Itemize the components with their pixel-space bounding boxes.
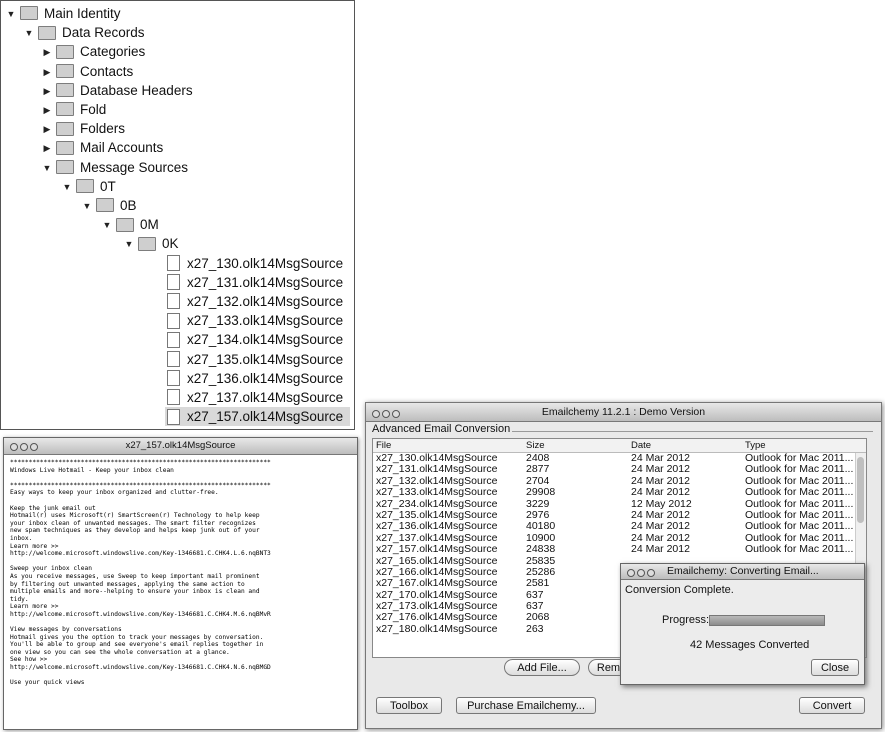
column-header-file[interactable]: File xyxy=(376,440,392,451)
remove-button[interactable]: Rem xyxy=(588,659,628,676)
cell-file: x27_173.olk14MsgSource xyxy=(376,600,498,613)
cell-size: 2408 xyxy=(526,452,550,464)
tree-file-item[interactable] xyxy=(165,369,343,388)
text-line: Windows Live Hotmail - Keep your inbox clean xyxy=(10,466,174,474)
toolbox-button[interactable]: Toolbox xyxy=(376,697,442,714)
tree-item-label: Categories xyxy=(80,44,146,60)
cell-size: 2068 xyxy=(526,611,550,624)
cell-size: 637 xyxy=(526,600,544,613)
tree-folder-item[interactable] xyxy=(5,4,121,23)
text-line: You'll be able to group and see everyone's email replies together in xyxy=(10,641,264,649)
add-file-button[interactable]: Add File... xyxy=(504,659,580,676)
tree-folder-item[interactable] xyxy=(81,196,137,215)
folder-icon xyxy=(56,122,74,136)
text-line: As you receive messages, use Sweep to keep important mail prominent xyxy=(10,572,260,580)
tree-file-item[interactable] xyxy=(165,311,343,330)
tree-folder-item[interactable] xyxy=(123,234,179,253)
cell-size: 637 xyxy=(526,588,544,601)
text-line: http://welcome.microsoft.windowslive.com/Key-1346681.C.CHK4.M.6.nqBMvR xyxy=(10,610,271,618)
zoom-window-button[interactable] xyxy=(392,410,400,418)
message-source-window xyxy=(3,437,358,730)
message-source-text[interactable] xyxy=(4,455,357,731)
tree-folder-item[interactable] xyxy=(41,138,163,157)
group-label: Advanced Email Conversion xyxy=(372,423,511,435)
text-line: http://welcome.microsoft.windowslive.com/Key-1346681.C.CHK4.N.6.nqBMGD xyxy=(10,664,271,672)
file-tree xyxy=(0,0,355,430)
tree-item-label: x27_132.olk14MsgSource xyxy=(187,294,344,309)
cell-size: 29908 xyxy=(526,486,556,499)
tree-item-label: Database Headers xyxy=(80,82,193,98)
disclosure-open-icon[interactable]: ▼ xyxy=(62,181,72,192)
conversion-status: Conversion Complete. xyxy=(625,584,734,596)
cell-size: 25835 xyxy=(526,554,556,567)
cell-date: 12 May 2012 xyxy=(631,497,692,510)
folder-icon xyxy=(138,237,156,251)
cell-size: 2581 xyxy=(526,577,550,590)
document-icon xyxy=(167,351,180,367)
cell-size: 263 xyxy=(526,622,544,635)
tree-item-label: 0M xyxy=(140,217,159,233)
folder-icon xyxy=(116,218,134,232)
close-window-button[interactable] xyxy=(627,569,635,577)
tree-file-item[interactable] xyxy=(165,330,343,349)
converting-dialog xyxy=(620,563,865,685)
text-line: Learn more >> xyxy=(10,542,59,550)
cell-date: 24 Mar 2012 xyxy=(631,486,690,499)
messages-converted-count: 42 Messages Converted xyxy=(690,639,810,651)
cell-file: x27_132.olk14MsgSource xyxy=(376,474,498,487)
disclosure-closed-icon[interactable]: ▶ xyxy=(43,124,51,135)
text-line: Use your quick views xyxy=(10,679,85,687)
progress-fill xyxy=(710,616,824,625)
cell-date: 24 Mar 2012 xyxy=(631,508,690,521)
tree-folder-item[interactable] xyxy=(41,42,145,61)
text-line xyxy=(10,558,351,566)
cell-file: x27_166.olk14MsgSource xyxy=(376,565,498,578)
tree-file-item[interactable] xyxy=(165,350,343,369)
cell-type: Outlook for Mac 2011... xyxy=(745,497,854,510)
disclosure-closed-icon[interactable]: ▶ xyxy=(43,47,51,58)
text-line: tidy. xyxy=(10,595,29,603)
folder-icon xyxy=(56,45,74,59)
minimize-window-button[interactable] xyxy=(20,443,28,451)
cell-file: x27_131.olk14MsgSource xyxy=(376,463,498,476)
folder-icon xyxy=(56,141,74,155)
cell-file: x27_176.olk14MsgSource xyxy=(376,611,498,624)
document-icon xyxy=(167,313,180,329)
cell-size: 2877 xyxy=(526,463,550,476)
text-line: your inbox clean of unwanted messages. The smart filter recognizes xyxy=(10,519,256,527)
tree-item-label: Fold xyxy=(80,102,107,117)
cell-date: 24 Mar 2012 xyxy=(631,531,690,544)
document-icon xyxy=(167,409,180,425)
tree-item-label: x27_130.olk14MsgSource xyxy=(187,255,344,271)
tree-item-label: x27_133.olk14MsgSource xyxy=(187,313,344,329)
tree-item-label: 0B xyxy=(120,198,137,213)
folder-icon xyxy=(56,83,74,97)
disclosure-closed-icon[interactable]: ▶ xyxy=(43,66,51,77)
zoom-window-button[interactable] xyxy=(30,443,38,451)
tree-folder-item[interactable] xyxy=(41,158,188,177)
table-header xyxy=(373,439,866,453)
tree-file-item[interactable] xyxy=(165,388,343,407)
cell-type: Outlook for Mac 2011... xyxy=(745,452,854,464)
tree-item-label: 0K xyxy=(162,236,179,252)
dialog-title: Emailchemy: Converting Email... xyxy=(667,565,819,577)
disclosure-open-icon[interactable]: ▼ xyxy=(6,8,16,19)
cell-file: x27_157.olk14MsgSource xyxy=(376,543,498,556)
tree-item-label: Mail Accounts xyxy=(80,140,164,156)
disclosure-closed-icon[interactable]: ▶ xyxy=(43,143,51,154)
text-line: one view so you can see the whole conversation at a glance. xyxy=(10,648,230,656)
text-line xyxy=(10,618,351,626)
cell-file: x27_133.olk14MsgSource xyxy=(376,486,498,499)
close-window-button[interactable] xyxy=(372,410,380,418)
cell-file: x27_170.olk14MsgSource xyxy=(376,588,498,601)
text-line xyxy=(10,474,351,482)
folder-icon xyxy=(56,160,74,174)
disclosure-open-icon[interactable]: ▼ xyxy=(24,28,34,39)
text-line: http://welcome.microsoft.windowslive.com/Key-1346681.C.CHK4.L.6.nqBNT3 xyxy=(10,550,271,558)
text-line: multiple emails and more--helping to ensure your inbox is clean and xyxy=(10,588,260,596)
table-row[interactable] xyxy=(373,544,866,555)
text-line: new spam techniques as they develop and helps keep junk out of your xyxy=(10,527,260,535)
column-header-type[interactable]: Type xyxy=(745,440,766,451)
text-line: Easy ways to keep your inbox organized and clutter-free. xyxy=(10,489,219,497)
window-title: Emailchemy 11.2.1 : Demo Version xyxy=(541,406,706,418)
tree-item-label: x27_137.olk14MsgSource xyxy=(187,390,344,405)
text-line: Learn more >> xyxy=(10,603,59,611)
title-bar xyxy=(4,438,357,455)
cell-file: x27_165.olk14MsgSource xyxy=(376,554,498,567)
folder-icon xyxy=(56,64,74,78)
minimize-window-button[interactable] xyxy=(382,410,390,418)
cell-file: x27_130.olk14MsgSource xyxy=(376,452,498,464)
tree-folder-item[interactable] xyxy=(23,23,145,42)
disclosure-open-icon[interactable]: ▼ xyxy=(102,220,112,231)
cell-size: 2976 xyxy=(526,508,550,521)
cell-file: x27_137.olk14MsgSource xyxy=(376,531,498,544)
tree-file-item[interactable] xyxy=(165,407,350,426)
disclosure-closed-icon[interactable]: ▶ xyxy=(43,104,51,115)
text-line: ********************************************************************** xyxy=(10,481,271,489)
disclosure-open-icon[interactable]: ▼ xyxy=(42,162,52,173)
text-line: See how >> xyxy=(10,656,48,664)
title-bar xyxy=(621,564,864,580)
text-line: by filtering out unwanted messages, applying the same action to xyxy=(10,580,245,588)
purchase-button[interactable]: Purchase Emailchemy... xyxy=(456,697,596,714)
window-controls xyxy=(10,441,40,457)
window-title: x27_157.olk14MsgSource xyxy=(125,440,236,451)
document-icon xyxy=(167,255,180,271)
tree-folder-item[interactable] xyxy=(61,177,116,196)
cell-size: 10900 xyxy=(526,531,556,544)
folder-icon xyxy=(96,198,114,212)
document-icon xyxy=(167,332,180,348)
scrollbar-thumb[interactable] xyxy=(857,457,864,523)
tree-item-label: Data Records xyxy=(62,25,145,41)
cell-file: x27_135.olk14MsgSource xyxy=(376,508,498,521)
disclosure-closed-icon[interactable]: ▶ xyxy=(43,85,51,96)
progress-label: Progress: xyxy=(662,614,710,626)
cell-size: 3229 xyxy=(526,497,550,510)
tree-item-label: Message Sources xyxy=(80,159,189,175)
minimize-window-button[interactable] xyxy=(637,569,645,577)
cell-size: 2704 xyxy=(526,474,550,487)
cell-type: Outlook for Mac 2011... xyxy=(745,520,854,533)
tree-item-label: x27_135.olk14MsgSource xyxy=(187,351,344,367)
cell-size: 40180 xyxy=(526,520,556,533)
tree-item-label: 0T xyxy=(100,178,116,194)
cell-type: Outlook for Mac 2011... xyxy=(745,508,854,521)
column-header-size[interactable]: Size xyxy=(526,440,545,451)
tree-folder-item[interactable] xyxy=(101,215,159,234)
tree-file-item[interactable] xyxy=(165,254,343,273)
tree-folder-item[interactable] xyxy=(41,81,193,100)
zoom-window-button[interactable] xyxy=(647,569,655,577)
cell-file: x27_136.olk14MsgSource xyxy=(376,520,498,533)
text-line: inbox. xyxy=(10,534,33,542)
cell-file: x27_167.olk14MsgSource xyxy=(376,577,498,590)
cell-type: Outlook for Mac 2011... xyxy=(745,474,854,487)
cell-type: Outlook for Mac 2011... xyxy=(745,486,854,499)
tree-item-label: x27_157.olk14MsgSource xyxy=(187,409,344,425)
cell-date: 24 Mar 2012 xyxy=(631,474,690,487)
tree-item-label: Main Identity xyxy=(44,6,121,21)
document-icon xyxy=(167,274,180,290)
tree-file-item[interactable] xyxy=(165,292,343,311)
document-icon xyxy=(167,370,180,386)
tree-folder-item[interactable] xyxy=(41,62,133,81)
folder-icon xyxy=(38,26,56,40)
cell-file: x27_234.olk14MsgSource xyxy=(376,497,498,510)
column-header-date[interactable]: Date xyxy=(631,440,652,451)
tree-item-label: x27_131.olk14MsgSource xyxy=(187,274,344,290)
cell-size: 25286 xyxy=(526,565,556,578)
text-line: Hotmail gives you the option to track your messages by conversation. xyxy=(10,633,264,641)
tree-item-label: x27_136.olk14MsgSource xyxy=(187,370,344,386)
tree-item-label: Contacts xyxy=(80,63,134,79)
cell-date: 24 Mar 2012 xyxy=(631,463,690,476)
text-line: Sweep your inbox clean xyxy=(10,565,92,573)
disclosure-open-icon[interactable]: ▼ xyxy=(124,239,134,250)
title-bar xyxy=(366,403,881,422)
cell-date: 24 Mar 2012 xyxy=(631,452,690,464)
tree-folder-item[interactable] xyxy=(41,119,125,138)
text-line: Hotmail(r) uses Microsoft(r) SmartScreen(r) Technology to help keep xyxy=(10,512,260,520)
window-controls xyxy=(372,406,402,424)
document-icon xyxy=(167,293,180,309)
window-controls xyxy=(627,567,657,582)
cell-size: 24838 xyxy=(526,543,556,556)
progress-bar xyxy=(709,615,825,626)
cell-file: x27_180.olk14MsgSource xyxy=(376,622,498,635)
cell-type: Outlook for Mac 2011... xyxy=(745,531,854,544)
cell-type: Outlook for Mac 2011... xyxy=(745,463,854,476)
text-line xyxy=(10,497,351,505)
text-line xyxy=(10,672,351,680)
text-line: View messages by conversations xyxy=(10,626,122,634)
tree-file-item[interactable] xyxy=(165,273,343,292)
text-line: ********************************************************************** xyxy=(10,459,271,466)
cell-type: Outlook for Mac 2011... xyxy=(745,543,854,556)
folder-icon xyxy=(76,179,94,193)
table-row[interactable] xyxy=(373,487,866,498)
tree-item-label: Folders xyxy=(80,121,126,137)
folder-icon xyxy=(20,6,38,20)
tree-item-label: x27_134.olk14MsgSource xyxy=(187,332,344,348)
cell-date: 24 Mar 2012 xyxy=(631,520,690,533)
tree-folder-item[interactable] xyxy=(41,100,106,119)
convert-button[interactable]: Convert xyxy=(799,697,865,714)
document-icon xyxy=(167,389,180,405)
text-line: Keep the junk email out xyxy=(10,504,96,512)
cell-date: 24 Mar 2012 xyxy=(631,543,690,556)
close-button[interactable]: Close xyxy=(811,659,859,676)
disclosure-open-icon[interactable]: ▼ xyxy=(82,200,92,211)
folder-icon xyxy=(56,102,74,116)
close-window-button[interactable] xyxy=(10,443,18,451)
